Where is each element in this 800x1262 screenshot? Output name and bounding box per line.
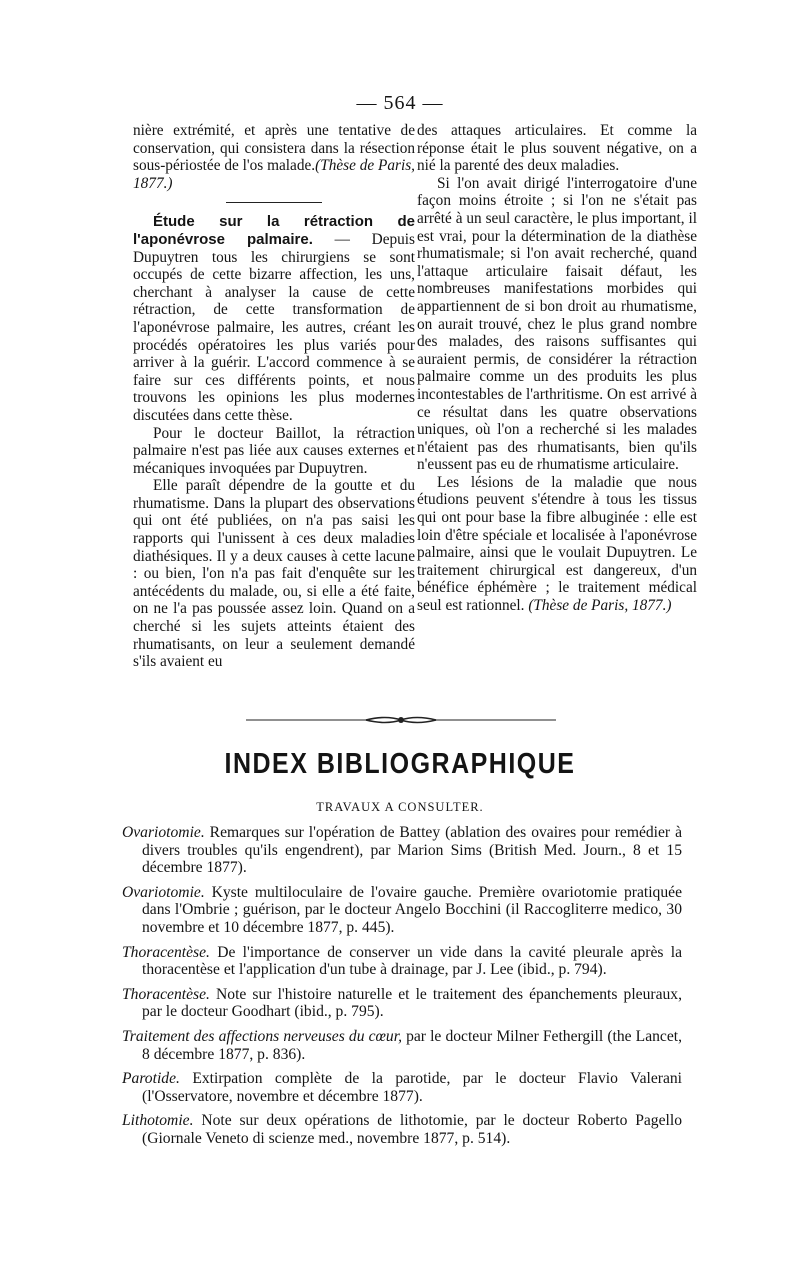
index-subtitle: TRAVAUX A CONSULTER. xyxy=(316,800,484,814)
entry-text: Note sur deux opérations de lithotomie, par le docteur Roberto Pagello (Giornale Veneto di scienze med., novembre 1877, p. 514). xyxy=(142,1112,682,1147)
index-title: INDEX BIBLIOGRAPHIQUE xyxy=(224,747,576,781)
left-column xyxy=(133,122,415,671)
entry-term: Ovariotomie. xyxy=(122,824,205,841)
entry-text: Remarques sur l'opération de Battey (ablation des ovaires pour remédier à divers troubles qu'ils engendrent), par Marion Sims (British Med. Journ., 8 et 15 décembre 1877). xyxy=(142,824,682,877)
bibliography-entry xyxy=(122,1112,682,1147)
right-paragraph-3 xyxy=(417,474,697,615)
entry-term: Ovariotomie. xyxy=(122,883,205,901)
bibliography-entry xyxy=(122,944,682,979)
right-paragraph-2: Si l'on avait dirigé l'interrogatoire d'une façon moins étroite ; si l'on ne s'était pas arrêté à un seul caractère, le plus important, il est vrai, pour la détermination de la diathèse rhumatismale; si l'on avait recherché, quand l'attaque articulaire faisait défaut, les nombreuses manifestations morbides qui appartiennent de si bon droit au rhumatisme, on aurait trouvé, chez le plus grand nombre des malades, des raisons suffisantes qui auraient permis, de considérer la rétraction palmaire comme un des produits les plus incontestables de l'arthritisme. On est arrivé à ce résultat dans les quatre observations uniques, où l'on a recherché si les malades n'étaient pas des rhumatisants, bien qu'ils n'eussent pas eu de rhumatisme articulaire. xyxy=(417,174,697,474)
page-number: — 564 — xyxy=(356,92,444,114)
bibliography-entry xyxy=(122,884,682,937)
left-paragraph-2-text: — Depuis Dupuytren tous les chirurgiens se sont occupés de cette bizarre affection, les uns, cherchant à analyser la cause de cette rétraction, de cette transformation de l'aponévrose palmaire, les autres, créant les procédés opératoires les plus variés pour arriver à la guérir. L'accord commence à se faire sur ces différents points, et nous trouvons les opinions les plus modernes discutées dans cette thèse. xyxy=(133,230,415,424)
left-paragraph-1-text: nière extrémité, et après une tentative de conservation, qui consistera dans la résection sous-périostée de l'os malade. xyxy=(133,122,415,175)
bibliography-list xyxy=(122,824,682,1155)
left-paragraph-3: Pour le docteur Baillot, la rétraction palmaire n'est pas liée aux causes externes et mécaniques invoquées par Dupuytren. xyxy=(133,424,415,477)
left-paragraph-4: Elle paraît dépendre de la goutte et du rhumatisme. Dans la plupart des observations qui ont été publiées, on n'a pas saisi les rapports qui l'unissent à ces deux maladies diathésiques. Il y a deux causes à cette lacune : ou bien, l'on n'a pas fait d'enquête sur les antécédents du malade, ou, si elle a été faite, on ne l'a pas poussée assez loin. Quand on a cherché si les sujets atteints étaient des rhumatisants, on leur a seulement demandé s'ils avaient eu xyxy=(133,477,415,671)
section-divider xyxy=(226,202,322,203)
right-paragraph-3-citation: (Thèse de Paris, 1877.) xyxy=(528,597,672,615)
left-paragraph-1 xyxy=(133,122,415,192)
entry-text: Extirpation complète de la parotide, par le docteur Flavio Valerani (l'Osservatore, novembre et décembre 1877). xyxy=(142,1070,682,1105)
section-heading: Étude sur la rétraction de l'aponévrose palmaire. xyxy=(133,213,415,248)
left-paragraph-1-citation: (Thèse de Paris, 1877.) xyxy=(133,157,415,192)
right-column xyxy=(417,122,697,615)
right-paragraph-1: des attaques articulaires. Et comme la réponse était le plus souvent négative, on a nié la parenté des deux maladies. xyxy=(417,122,697,175)
left-paragraph-2 xyxy=(133,213,415,424)
entry-text: De l'importance de conserver un vide dans la cavité pleurale après la thoracentèse et l'application d'un tube à drainage, par J. Lee (ibid., p. 794). xyxy=(142,943,682,979)
bibliography-entry xyxy=(122,1070,682,1105)
entry-text: par le docteur Milner Fethergill (the Lancet, 8 décembre 1877, p. 836). xyxy=(142,1027,682,1063)
bibliography-entry xyxy=(122,824,682,877)
right-paragraph-3-text: Les lésions de la maladie que nous étudions peuvent s'étendre à tous les tissus qui ont pour base la fibre albuginée : elle est loin d'être spéciale et localisée à l'aponévrose palmaire, ainsi que le voulait Dupuytren. Le traitement chirurgical est dangereux, d'un bénéfice éphémère ; le traitement médical seul est rationnel. xyxy=(417,473,697,615)
bibliography-entry xyxy=(122,1028,682,1063)
bibliography-entry xyxy=(122,986,682,1021)
entry-term: Thoracentèse. xyxy=(122,943,210,961)
entry-text: Note sur l'histoire naturelle et le traitement des épanchements pleuraux, par le docteur Goodhart (ibid., p. 795). xyxy=(142,985,682,1021)
entry-term: Parotide. xyxy=(122,1070,180,1088)
entry-term: Thoracentèse. xyxy=(122,985,210,1003)
entry-term: Traitement des affections nerveuses du cœur, xyxy=(122,1027,402,1045)
ornament-divider xyxy=(246,713,556,727)
entry-text: Kyste multiloculaire de l'ovaire gauche. Première ovariotomie pratiquée dans l'Ombrie ; guérison, par le docteur Angelo Bocchini (il Raccogliterre medico, 30 novembre et 10 décembre 1877, p. 445). xyxy=(142,883,682,936)
entry-term: Lithotomie. xyxy=(122,1112,194,1130)
